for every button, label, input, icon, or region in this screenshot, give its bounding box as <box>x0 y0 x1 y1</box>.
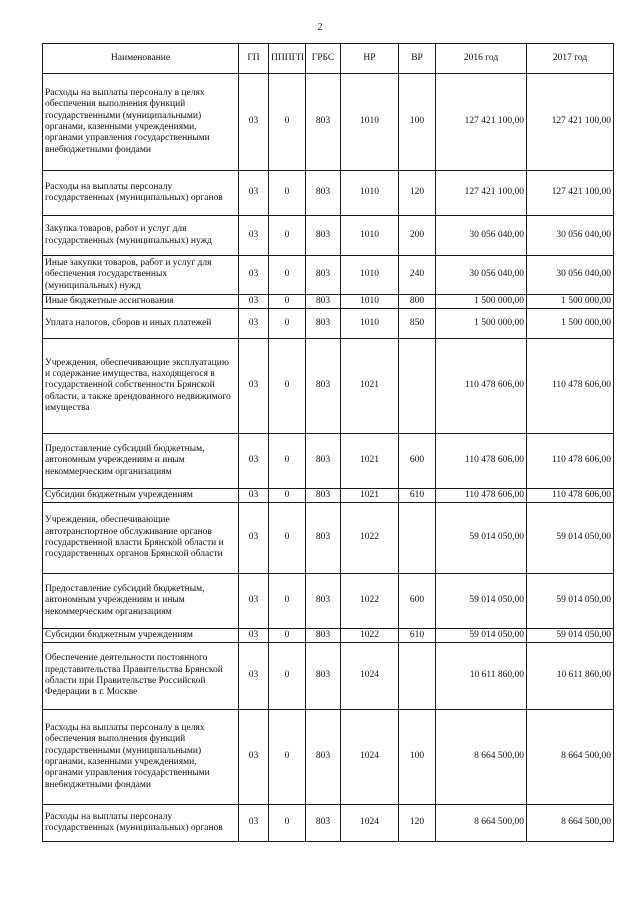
row-amount-2017: 1 500 000,00 <box>527 309 614 339</box>
table-row <box>43 503 614 574</box>
row-amount-2016: 30 056 040,00 <box>436 256 527 295</box>
row-nr: 1022 <box>341 574 399 629</box>
table-row <box>43 805 614 842</box>
row-ppgp: 0 <box>269 74 306 171</box>
row-amount-2017: 127 421 100,00 <box>527 74 614 171</box>
row-gp: 03 <box>239 339 269 434</box>
table-row <box>43 574 614 629</box>
row-gp: 03 <box>239 805 269 842</box>
table-row <box>43 256 614 295</box>
table-row <box>43 434 614 489</box>
row-nr: 1022 <box>341 629 399 643</box>
row-gp: 03 <box>239 171 269 216</box>
row-vr: 600 <box>399 434 436 489</box>
row-vr <box>399 339 436 434</box>
row-amount-2017: 110 478 606,00 <box>527 339 614 434</box>
row-nr: 1010 <box>341 256 399 295</box>
row-grbs: 803 <box>306 434 341 489</box>
row-name: Иные бюджетные ассигнования <box>43 295 239 309</box>
row-amount-2016: 127 421 100,00 <box>436 171 527 216</box>
row-amount-2017: 30 056 040,00 <box>527 216 614 256</box>
row-amount-2016: 8 664 500,00 <box>436 805 527 842</box>
row-grbs: 803 <box>306 339 341 434</box>
row-name: Предоставление субсидий бюджетным, автономным учреждениям и иным некоммерческим организациям <box>43 574 239 629</box>
row-name: Иные закупки товаров, работ и услуг для обеспечения государственных (муниципальных) нужд <box>43 256 239 295</box>
row-ppgp: 0 <box>269 434 306 489</box>
table-row <box>43 629 614 643</box>
row-grbs: 803 <box>306 643 341 710</box>
row-vr: 100 <box>399 710 436 805</box>
row-amount-2016: 1 500 000,00 <box>436 295 527 309</box>
row-grbs: 803 <box>306 74 341 171</box>
row-name: Учреждения, обеспечивающие эксплуатацию и содержание имущества, находящегося в государственной собственности Брянской области, а также арендованного недвижимого имущества <box>43 339 239 434</box>
row-gp: 03 <box>239 503 269 574</box>
row-amount-2016: 1 500 000,00 <box>436 309 527 339</box>
header-2017: 2017 год <box>527 44 614 74</box>
row-name: Расходы на выплаты персоналу государственных (муниципальных) органов <box>43 171 239 216</box>
row-grbs: 803 <box>306 171 341 216</box>
row-ppgp: 0 <box>269 503 306 574</box>
row-vr <box>399 503 436 574</box>
row-grbs: 803 <box>306 710 341 805</box>
header-grbs: ГРБС <box>306 44 341 74</box>
row-grbs: 803 <box>306 574 341 629</box>
row-vr: 800 <box>399 295 436 309</box>
row-amount-2017: 8 664 500,00 <box>527 710 614 805</box>
table-row <box>43 339 614 434</box>
row-nr: 1022 <box>341 503 399 574</box>
row-ppgp: 0 <box>269 295 306 309</box>
row-vr: 850 <box>399 309 436 339</box>
table-row <box>43 309 614 339</box>
row-name: Субсидии бюджетным учреждениям <box>43 489 239 503</box>
row-name: Предоставление субсидий бюджетным, автономным учреждениям и иным некоммерческим организациям <box>43 434 239 489</box>
row-nr: 1021 <box>341 489 399 503</box>
row-ppgp: 0 <box>269 574 306 629</box>
row-amount-2016: 127 421 100,00 <box>436 74 527 171</box>
page-number: 2 <box>317 22 323 33</box>
row-nr: 1024 <box>341 805 399 842</box>
row-name: Уплата налогов, сборов и иных платежей <box>43 309 239 339</box>
row-ppgp: 0 <box>269 710 306 805</box>
row-amount-2016: 10 611 860,00 <box>436 643 527 710</box>
row-grbs: 803 <box>306 489 341 503</box>
row-name: Расходы на выплаты персоналу государственных (муниципальных) органов <box>43 805 239 842</box>
row-amount-2016: 110 478 606,00 <box>436 339 527 434</box>
header-name: Наименование <box>43 44 239 74</box>
row-gp: 03 <box>239 216 269 256</box>
row-name: Расходы на выплаты персоналу в целях обеспечения выполнения функций государственными (муниципальными) органами, казенными учреждениями, органами управления государственными внебюджетными фондами <box>43 710 239 805</box>
row-grbs: 803 <box>306 256 341 295</box>
row-name: Расходы на выплаты персоналу в целях обеспечения выполнения функций государственными (муниципальными) органами, казенными учреждениями, органами управления государственными внебюджетными фондами <box>43 74 239 171</box>
row-grbs: 803 <box>306 295 341 309</box>
row-gp: 03 <box>239 434 269 489</box>
row-nr: 1010 <box>341 216 399 256</box>
row-ppgp: 0 <box>269 216 306 256</box>
row-amount-2017: 30 056 040,00 <box>527 256 614 295</box>
row-vr: 610 <box>399 629 436 643</box>
row-name: Субсидии бюджетным учреждениям <box>43 629 239 643</box>
row-amount-2016: 8 664 500,00 <box>436 710 527 805</box>
row-amount-2017: 10 611 860,00 <box>527 643 614 710</box>
row-nr: 1024 <box>341 643 399 710</box>
row-amount-2017: 8 664 500,00 <box>527 805 614 842</box>
row-ppgp: 0 <box>269 805 306 842</box>
table-header-row <box>43 44 614 74</box>
row-nr: 1021 <box>341 434 399 489</box>
row-amount-2017: 110 478 606,00 <box>527 434 614 489</box>
row-nr: 1010 <box>341 295 399 309</box>
row-amount-2016: 30 056 040,00 <box>436 216 527 256</box>
row-grbs: 803 <box>306 503 341 574</box>
row-gp: 03 <box>239 489 269 503</box>
table-row <box>43 295 614 309</box>
row-gp: 03 <box>239 74 269 171</box>
row-ppgp: 0 <box>269 339 306 434</box>
row-nr: 1024 <box>341 710 399 805</box>
row-vr: 120 <box>399 171 436 216</box>
row-gp: 03 <box>239 256 269 295</box>
row-grbs: 803 <box>306 216 341 256</box>
table-row <box>43 643 614 710</box>
table-row <box>43 216 614 256</box>
budget-table <box>42 43 614 842</box>
row-ppgp: 0 <box>269 309 306 339</box>
row-vr: 120 <box>399 805 436 842</box>
row-vr: 600 <box>399 574 436 629</box>
row-name: Учреждения, обеспечивающие автотранспортное обслуживание органов государственной власти Брянской области и государственных органов Брянской области <box>43 503 239 574</box>
row-amount-2017: 59 014 050,00 <box>527 629 614 643</box>
row-ppgp: 0 <box>269 629 306 643</box>
row-amount-2016: 59 014 050,00 <box>436 503 527 574</box>
table-row <box>43 710 614 805</box>
row-grbs: 803 <box>306 309 341 339</box>
row-grbs: 803 <box>306 805 341 842</box>
row-vr: 200 <box>399 216 436 256</box>
row-gp: 03 <box>239 629 269 643</box>
header-nr: НР <box>341 44 399 74</box>
row-vr <box>399 643 436 710</box>
table-row <box>43 171 614 216</box>
row-nr: 1010 <box>341 74 399 171</box>
row-amount-2017: 59 014 050,00 <box>527 574 614 629</box>
header-vr: ВР <box>399 44 436 74</box>
row-ppgp: 0 <box>269 489 306 503</box>
row-gp: 03 <box>239 309 269 339</box>
row-amount-2017: 59 014 050,00 <box>527 503 614 574</box>
row-amount-2016: 59 014 050,00 <box>436 574 527 629</box>
row-nr: 1010 <box>341 309 399 339</box>
row-vr: 100 <box>399 74 436 171</box>
row-amount-2016: 110 478 606,00 <box>436 489 527 503</box>
row-grbs: 803 <box>306 629 341 643</box>
row-name: Обеспечение деятельности постоянного представительства Правительства Брянской области при Правительстве Российской Федерации в г. Москве <box>43 643 239 710</box>
row-gp: 03 <box>239 574 269 629</box>
row-name: Закупка товаров, работ и услуг для государственных (муниципальных) нужд <box>43 216 239 256</box>
row-gp: 03 <box>239 643 269 710</box>
row-amount-2017: 1 500 000,00 <box>527 295 614 309</box>
row-amount-2016: 110 478 606,00 <box>436 434 527 489</box>
row-ppgp: 0 <box>269 643 306 710</box>
row-vr: 240 <box>399 256 436 295</box>
header-ppgp: ПППГП <box>269 44 306 74</box>
row-ppgp: 0 <box>269 171 306 216</box>
table-row <box>43 489 614 503</box>
row-vr: 610 <box>399 489 436 503</box>
row-amount-2016: 59 014 050,00 <box>436 629 527 643</box>
row-gp: 03 <box>239 710 269 805</box>
header-2016: 2016 год <box>436 44 527 74</box>
row-nr: 1021 <box>341 339 399 434</box>
row-amount-2017: 127 421 100,00 <box>527 171 614 216</box>
row-gp: 03 <box>239 295 269 309</box>
header-gp: ГП <box>239 44 269 74</box>
table-row <box>43 74 614 171</box>
row-amount-2017: 110 478 606,00 <box>527 489 614 503</box>
row-ppgp: 0 <box>269 256 306 295</box>
row-nr: 1010 <box>341 171 399 216</box>
